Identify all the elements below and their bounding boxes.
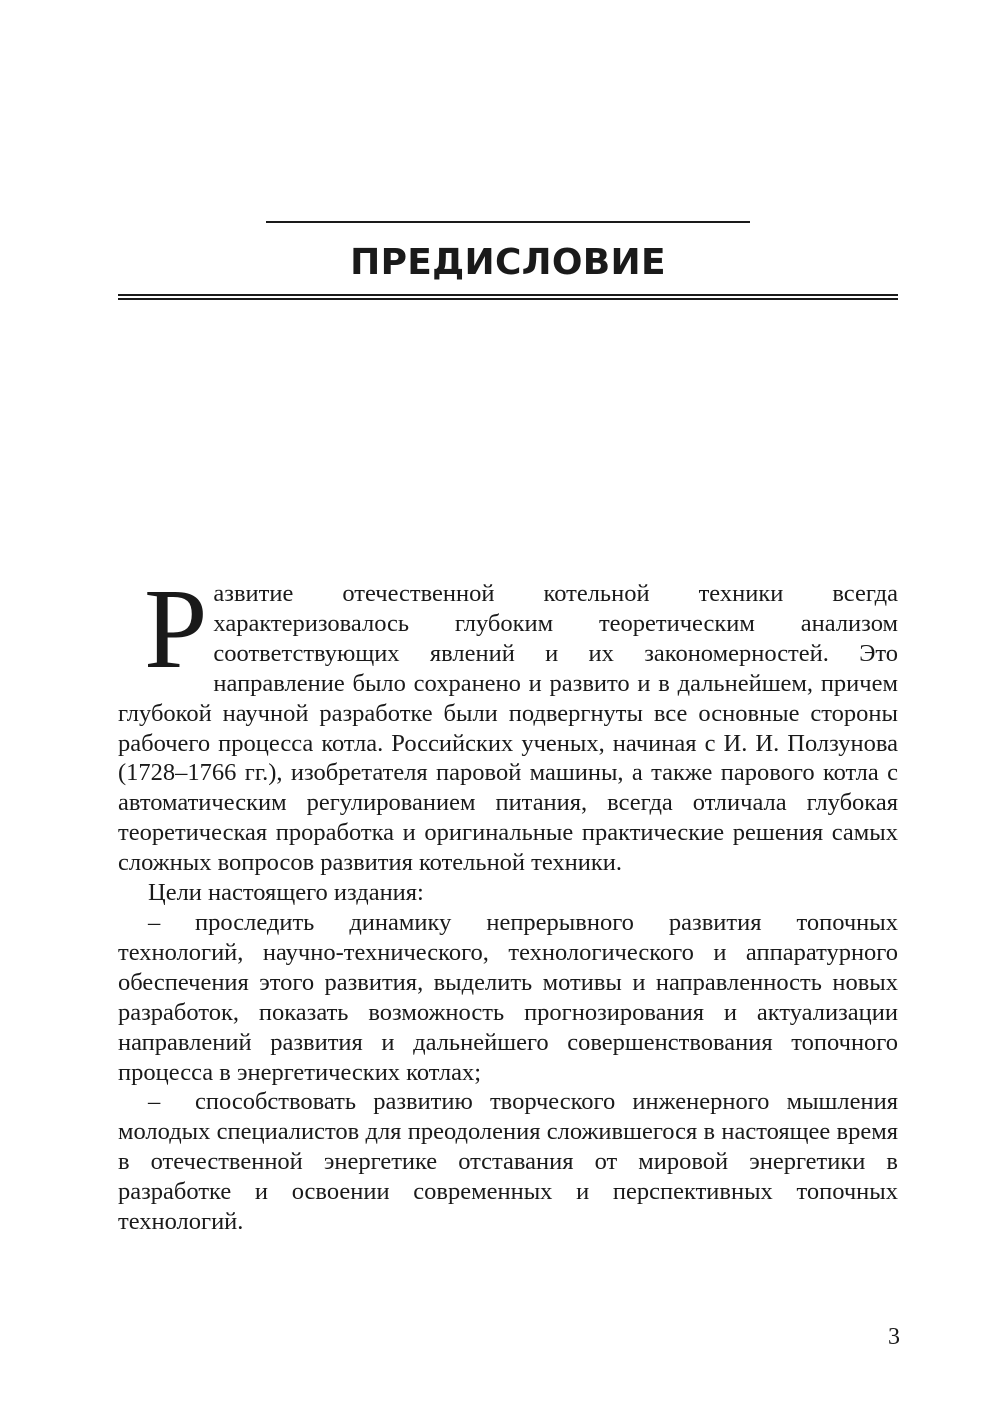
title-top-rule — [266, 221, 750, 223]
intro-text: азвитие отечественной котельной техники всегда характеризовалось глубоким теоретическим анализом соответствующих явлений и их закономерностей. Это направление было сохранено и развито и в дальнейшем, причем глубокой научной разработке были подвергнуты все основные стороны рабочего процесса котла. Российских ученых, начиная с И. И. Ползунова (1728–1766 гг.), изобретателя паровой машины, а также парового котла с автоматическим регулированием питания, всегда отличала глубокая теоретическая проработка и оригинальные практические решения самых сложных вопросов развития котельной техники. — [118, 580, 898, 877]
title-double-rule — [118, 294, 898, 300]
intro-paragraph — [118, 565, 898, 878]
page-number: 3 — [888, 1324, 900, 1350]
goals-intro: Цели настоящего издания: — [148, 879, 424, 907]
goal-text: проследить динамику непрерывного развития топочных технологий, научно-технического, технологического и аппаратурного обеспечения этого развития, выделить мотивы и направленность новых разработок, показать возможность прогнозирования и актуализации направлений развития и дальнейшего совершенствования топочного процесса в энергетических котлах; — [118, 908, 898, 1086]
drop-cap: Р — [144, 565, 208, 692]
goal-item — [118, 1087, 898, 1237]
page-title: ПРЕДИСЛОВИЕ — [350, 242, 666, 283]
goal-text: способствовать развитию творческого инженерного мышления молодых специалистов для преодоления сложившегося в настоящее время в отечественной энергетике отставания от мировой энергетики в разработке и освоении современных и перспективных топочных технологий. — [118, 1088, 898, 1236]
dash-marker: – — [148, 908, 161, 936]
dash-marker: – — [148, 1088, 161, 1116]
preface-body — [118, 565, 898, 1237]
goal-item — [118, 908, 898, 1087]
